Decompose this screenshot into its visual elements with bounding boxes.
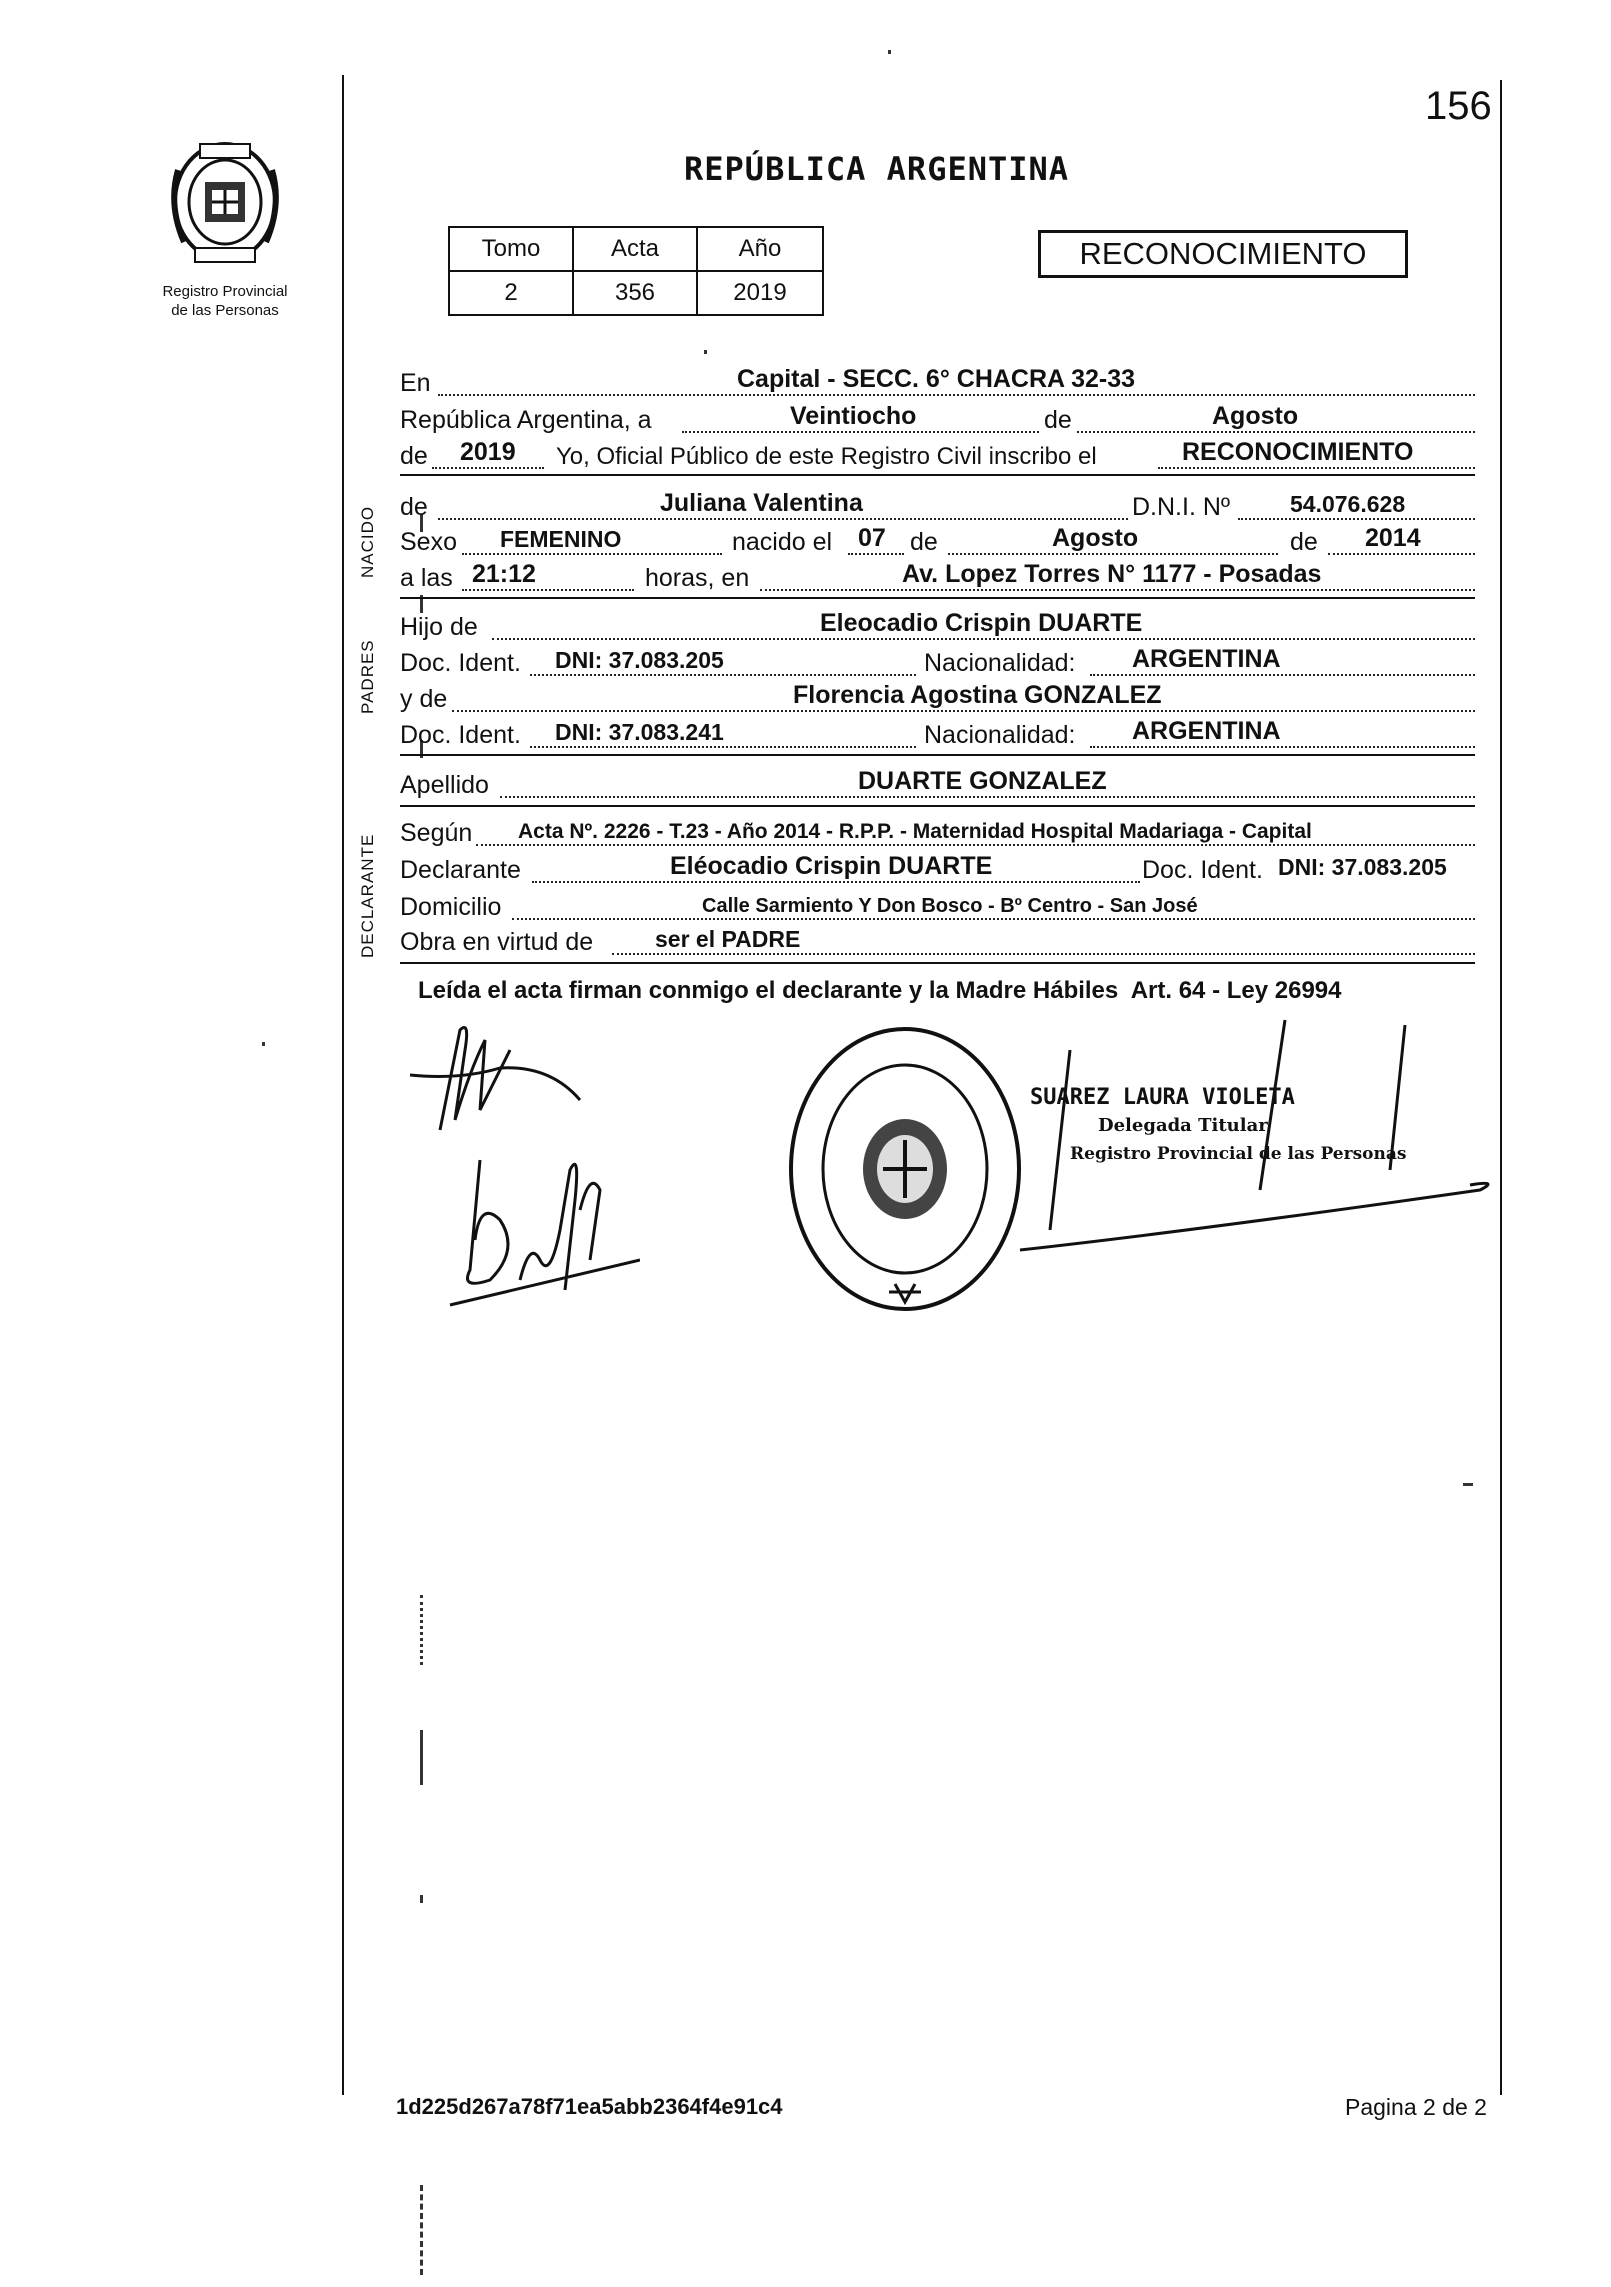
madre-nac-label: Nacionalidad:	[924, 721, 1076, 749]
section-divider	[400, 474, 1475, 476]
official-signature-icon	[1000, 1010, 1490, 1270]
side-label-declarante: DECLARANTE	[358, 833, 377, 958]
side-label-nacido: NACIDO	[358, 505, 377, 578]
row-madre	[400, 681, 1475, 716]
section-divider	[400, 597, 1475, 599]
scan-mark	[262, 1042, 265, 1046]
row-inscripcion	[400, 438, 1475, 473]
padre-doc-label: Doc. Ident.	[400, 649, 521, 677]
row-hora	[400, 560, 1475, 595]
section-divider	[400, 962, 1475, 964]
official-title: Delegada Titular	[1098, 1115, 1268, 1136]
mes-value: Agosto	[1212, 402, 1299, 430]
scan-mark	[420, 1895, 423, 1903]
nombre-value: Juliana Valentina	[660, 489, 863, 517]
dni-label: D.N.I. Nº	[1132, 493, 1231, 521]
de-label: de	[1040, 406, 1076, 435]
record-type-label: RECONOCIMIENTO	[1079, 236, 1367, 271]
document-hash: 1d225d267a78f71ea5abb2364f4e91c4	[396, 2094, 783, 2119]
row-obra	[400, 927, 1475, 959]
de2-label: de	[400, 442, 428, 470]
nac-de-label: de	[910, 528, 938, 556]
logo-caption-line1: Registro Provincial	[162, 283, 288, 300]
padre-nac-value: ARGENTINA	[1132, 645, 1281, 673]
anio-inscripcion-value: 2019	[460, 438, 516, 466]
horas-en-label: horas, en	[645, 564, 750, 592]
domicilio-label: Domicilio	[400, 893, 502, 921]
madre-nac-value: ARGENTINA	[1132, 717, 1281, 745]
inscripcion-value: RECONOCIMIENTO	[1182, 438, 1414, 466]
row-nombre	[400, 489, 1475, 524]
official-seal	[785, 1022, 1025, 1317]
mother-signature-icon	[440, 1140, 640, 1310]
registry-logo	[160, 130, 290, 270]
row-sexo	[400, 524, 1475, 559]
scan-mark	[704, 350, 707, 354]
left-margin-line	[342, 75, 344, 2095]
padre-value: Eleocadio Crispin DUARTE	[820, 609, 1143, 637]
nac-dia-value: 07	[858, 524, 886, 552]
segun-label: Según	[400, 819, 473, 847]
en-value: Capital - SECC. 6° CHACRA 32-33	[737, 365, 1136, 393]
dia-value: Veintiocho	[790, 402, 917, 430]
hora-value: 21:12	[472, 560, 536, 588]
declarante-value: Eléocadio Crispin DUARTE	[670, 852, 993, 880]
madre-doc-label: Doc. Ident.	[400, 721, 521, 749]
nacido-label: nacido el	[732, 528, 833, 556]
madre-doc-value: DNI: 37.083.241	[555, 719, 724, 745]
misiones-emblem-icon	[160, 130, 290, 270]
tomo-header: Tomo	[449, 227, 573, 271]
row-declarante	[400, 852, 1475, 887]
lugar-value: Av. Lopez Torres N° 1177 - Posadas	[902, 560, 1322, 588]
obra-label: Obra en virtud de	[400, 928, 594, 956]
row-domicilio	[400, 892, 1475, 924]
domicilio-value: Calle Sarmiento Y Don Bosco - Bº Centro - San José	[702, 895, 1198, 917]
side-label-padres: PADRES	[358, 639, 377, 714]
sexo-value: FEMENINO	[500, 526, 622, 552]
padre-doc-value: DNI: 37.083.205	[555, 647, 724, 673]
dni-value: 54.076.628	[1290, 491, 1406, 517]
pagination: Pagina 2 de 2	[1345, 2094, 1487, 2120]
row-madre-doc	[400, 717, 1475, 752]
oficial-text: Yo, Oficial Público de este Registro Civil inscribo el	[556, 443, 1097, 470]
obra-value: ser el PADRE	[655, 926, 801, 952]
yde-label: y de	[400, 685, 448, 713]
tomo-value: 2	[449, 271, 573, 315]
apellido-value: DUARTE GONZALEZ	[858, 767, 1107, 795]
apellido-label: Apellido	[400, 771, 489, 799]
madre-value: Florencia Agostina GONZALEZ	[793, 681, 1162, 709]
nac-anio-value: 2014	[1365, 524, 1421, 552]
hijo-label: Hijo de	[400, 613, 478, 641]
decl-doc-value: DNI: 37.083.205	[1278, 854, 1447, 880]
segun-value: Acta Nº. 2226 - T.23 - Año 2014 - R.P.P. - Maternidad Hospital Madariaga - Capital	[518, 820, 1312, 843]
anio-header: Año	[697, 227, 823, 271]
anio-value: 2019	[697, 271, 823, 315]
scan-mark	[888, 50, 891, 54]
scan-mark	[1463, 1483, 1473, 1486]
decl-doc-label: Doc. Ident.	[1142, 856, 1263, 884]
scan-mark	[420, 1595, 426, 1665]
right-margin-line	[1500, 80, 1502, 2095]
logo-caption-line2: de las Personas	[171, 302, 279, 319]
declarante-label: Declarante	[400, 856, 521, 884]
section-divider	[400, 754, 1475, 756]
acta-value: 356	[573, 271, 697, 315]
row-segun	[400, 818, 1475, 850]
padre-nac-label: Nacionalidad:	[924, 649, 1076, 677]
official-name: SUAREZ LAURA VIOLETA	[1030, 1085, 1295, 1110]
scan-mark	[420, 1730, 423, 1785]
seal-stamp-icon	[785, 1022, 1025, 1317]
row-padre-doc	[400, 645, 1475, 680]
sexo-label: Sexo	[400, 528, 457, 556]
en-label: En	[400, 369, 431, 397]
section-divider	[400, 805, 1475, 807]
republica-label: República Argentina, a	[400, 406, 652, 434]
alas-label: a las	[400, 564, 453, 592]
row-en	[400, 365, 1475, 400]
nac-de2-label: de	[1290, 528, 1318, 556]
scan-mark	[420, 2185, 426, 2275]
nombre-label: de	[400, 493, 428, 521]
record-type-box	[1038, 230, 1408, 278]
row-fecha	[400, 402, 1475, 437]
closing-statement: Leída el acta firman conmigo el declarante y la Madre Hábiles Art. 64 - Ley 26994	[418, 977, 1342, 1004]
official-office: Registro Provincial de las Personas	[1070, 1144, 1407, 1164]
acta-header: Acta	[573, 227, 697, 271]
page-number: 156	[1425, 84, 1492, 128]
reference-table	[448, 226, 824, 316]
nac-mes-value: Agosto	[1052, 524, 1139, 552]
row-padre	[400, 609, 1475, 644]
header-title: REPÚBLICA ARGENTINA	[684, 150, 1070, 188]
declarant-signature-icon	[400, 1010, 600, 1140]
row-apellido	[400, 767, 1475, 802]
